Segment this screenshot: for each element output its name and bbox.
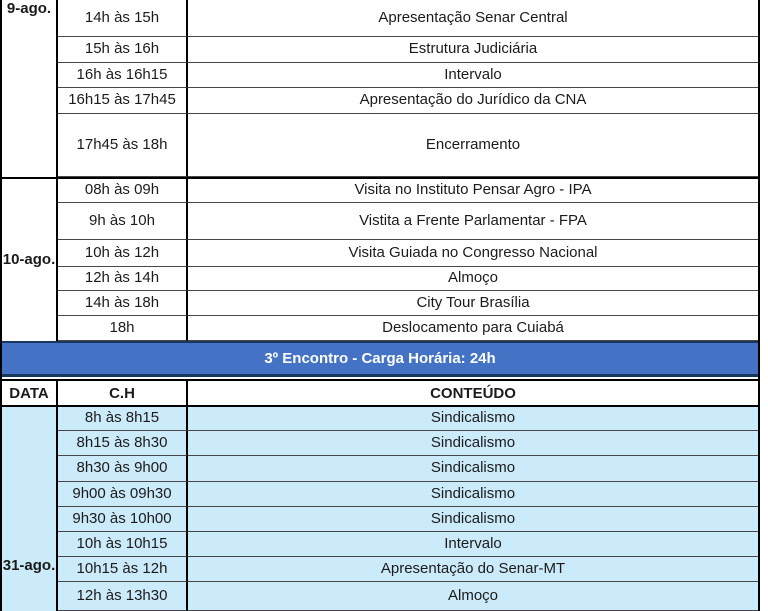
content-cell: Sindicalismo [188,507,758,532]
content-cell: Visita no Instituto Pensar Agro - IPA [188,179,758,203]
content-cell: Apresentação do Senar-MT [188,557,758,582]
time-cell: 14h às 15h [58,0,188,37]
content-cell: Encerramento [188,114,758,177]
time-cell: 9h30 às 10h00 [58,507,188,532]
time-cell: 16h às 16h15 [58,63,188,88]
time-cell: 17h45 às 18h [58,114,188,177]
time-cell: 12h às 13h30 [58,582,188,611]
time-cell: 10h às 12h [58,240,188,267]
content-cell: Almoço [188,267,758,291]
content-cell: Apresentação do Jurídico da CNA [188,88,758,114]
time-cell: 10h15 às 12h [58,557,188,582]
header-ch: C.H [58,381,188,405]
header-data: DATA [2,381,58,405]
content-cell: Sindicalismo [188,456,758,482]
date-cell: 9-ago. [2,0,58,177]
time-cell: 14h às 18h [58,291,188,316]
content-cell: Sindicalismo [188,482,758,507]
content-cell: Sindicalismo [188,431,758,456]
schedule-section-10-ago [2,177,758,341]
date-cell: 31-ago. [2,407,58,611]
time-cell: 08h às 09h [58,179,188,203]
content-cell: Intervalo [188,532,758,557]
time-cell: 9h às 10h [58,203,188,240]
time-cell: 8h30 às 9h00 [58,456,188,482]
time-cell: 9h00 às 09h30 [58,482,188,507]
content-cell: Intervalo [188,63,758,88]
schedule-section-9-ago [2,0,758,177]
content-cell: Vistita a Frente Parlamentar - FPA [188,203,758,240]
table-header-row [2,379,758,407]
time-cell: 8h15 às 8h30 [58,431,188,456]
content-cell: Almoço [188,582,758,611]
time-cell: 15h às 16h [58,37,188,63]
time-cell: 12h às 14h [58,267,188,291]
time-cell: 16h15 às 17h45 [58,88,188,114]
content-cell: Sindicalismo [188,407,758,431]
time-cell: 10h às 10h15 [58,532,188,557]
content-cell: Deslocamento para Cuiabá [188,316,758,341]
schedule-section-31-ago [2,407,758,611]
time-cell: 18h [58,316,188,341]
header-conteudo: CONTEÚDO [430,384,516,402]
section-banner: 3º Encontro - Carga Horária: 24h [2,341,758,377]
content-cell: Visita Guiada no Congresso Nacional [188,240,758,267]
content-cell: Estrutura Judiciária [188,37,758,63]
content-cell: City Tour Brasília [188,291,758,316]
date-cell: 10-ago. [2,179,58,341]
content-cell: Apresentação Senar Central [188,0,758,37]
time-cell: 8h às 8h15 [58,407,188,431]
